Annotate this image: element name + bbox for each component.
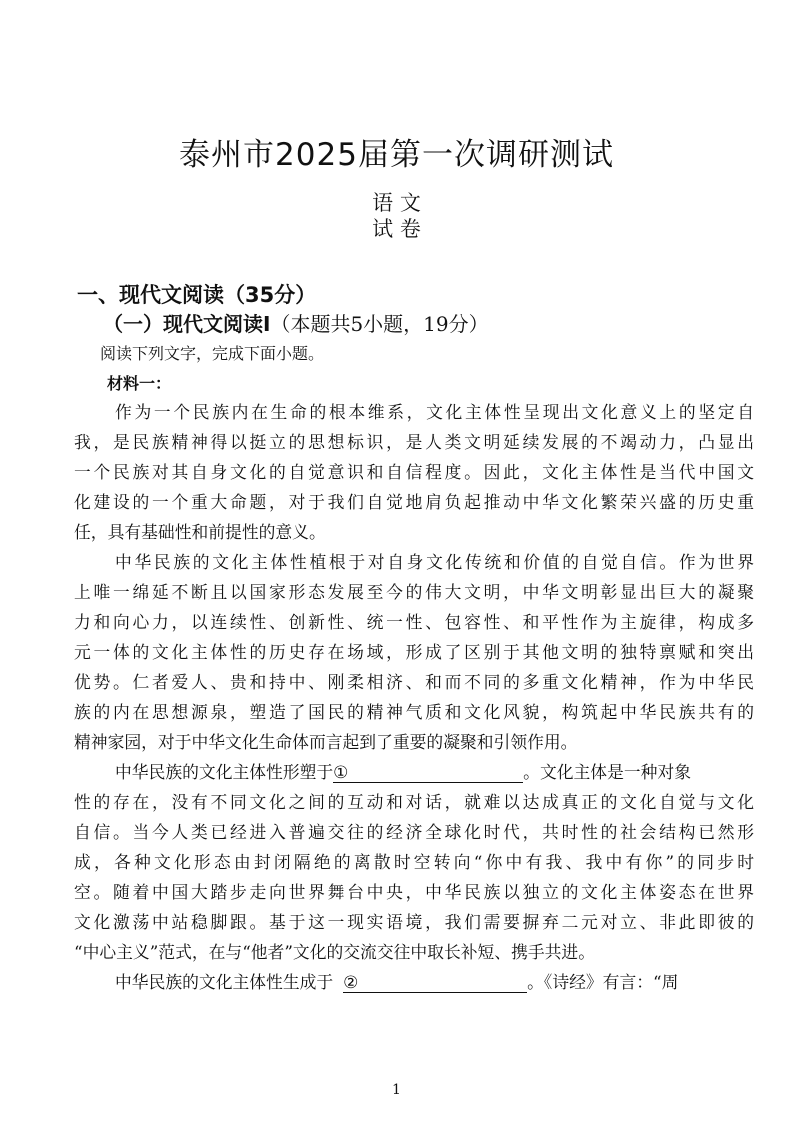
text-line: 精神家园，对于中华文化生命体而言起到了重要的凝聚和引领作用。 xyxy=(74,732,578,752)
text-line: 上唯一绵延不断且以国家形态发展至今的伟大文明，中华文明彰显出巨大的凝聚 xyxy=(74,582,754,602)
page-number: 1 xyxy=(392,1082,401,1098)
material-label: 材料一： xyxy=(107,374,172,393)
section-heading: 一、现代文阅读（35分） xyxy=(77,283,317,307)
text-line: 优势。仁者爱人、贵和持中、刚柔相济、和而不同的多重文化精神，作为中华民 xyxy=(74,672,754,692)
text-line: 力和向心力，以连续性、创新性、统一性、包容性、和平性作为主旋律，构成多 xyxy=(74,612,754,632)
text-line: 成，各种文化形态由封闭隔绝的离散时空转向“你中有我、我中有你”的同步时 xyxy=(74,852,754,872)
exam-title: 泰州市2025届第一次调研测试 xyxy=(179,137,614,173)
paragraph-3-start: 中华民族的文化主体性形塑于 xyxy=(115,762,334,782)
paper-label: 试 卷 xyxy=(372,217,421,241)
text-line: 中华民族的文化主体性植根于对自身文化传统和价值的自觉自信。作为世界 xyxy=(115,552,754,572)
text-line: 元一体的文化主体性的历史存在场域，形成了区别于其他文明的独特禀赋和突出 xyxy=(74,642,754,662)
text-line: 一个民族对其自身文化的自觉意识和自信程度。因此，文化主体性是当代中国文 xyxy=(74,462,754,482)
subsection-label: （一）现代文阅读Ⅰ xyxy=(103,312,271,336)
answer-blank-1: ① xyxy=(333,762,523,783)
text-line: 空。随着中国大踏步走向世界舞台中央，中华民族以独立的文化主体姿态在世界 xyxy=(74,882,754,902)
text-line: 自信。当今人类已经进入普遍交往的经济全球化时代，共时性的社会结构已然形 xyxy=(74,822,754,842)
text-line: “中心主义”范式，在与“他者”文化的交流交往中取长补短、携手共进。 xyxy=(74,942,595,962)
subsection-heading xyxy=(103,310,489,338)
paragraph-3-end: 。文化主体是一种对象 xyxy=(523,762,691,782)
answer-blank-2: ② xyxy=(343,972,527,993)
text-line: 我，是民族精神得以挺立的思想标识，是人类文明延续发展的不竭动力，凸显出 xyxy=(74,432,754,452)
paragraph-4-end: 。《诗经》有言：“周 xyxy=(527,972,679,992)
text-line: 性的存在，没有不同文化之间的互动和对话，就难以达成真正的文化自觉与文化 xyxy=(74,792,754,812)
paragraph-4-start: 中华民族的文化主体性生成于 xyxy=(115,972,334,992)
text-line-with-blank xyxy=(115,758,754,786)
instruction-text: 阅读下列文字，完成下面小题。 xyxy=(100,344,325,363)
text-line: 族的内在思想源泉，塑造了国民的精神气质和文化风貌，构筑起中华民族共有的 xyxy=(74,702,754,722)
text-line: 任，具有基础性和前提性的意义。 xyxy=(74,522,326,542)
text-line: 作为一个民族内在生命的根本维系，文化主体性呈现出文化意义上的坚定自 xyxy=(115,402,754,422)
text-line-with-blank xyxy=(115,968,754,996)
text-line: 化建设的一个重大命题，对于我们自觉地肩负起推动中华文化繁荣兴盛的历史重 xyxy=(74,492,754,512)
text-line: 文化激荡中站稳脚跟。基于这一现实语境，我们需要摒弃二元对立、非此即彼的 xyxy=(74,912,754,932)
subsection-note: （本题共5小题，19分） xyxy=(270,312,489,336)
subject-label: 语 文 xyxy=(372,191,421,215)
